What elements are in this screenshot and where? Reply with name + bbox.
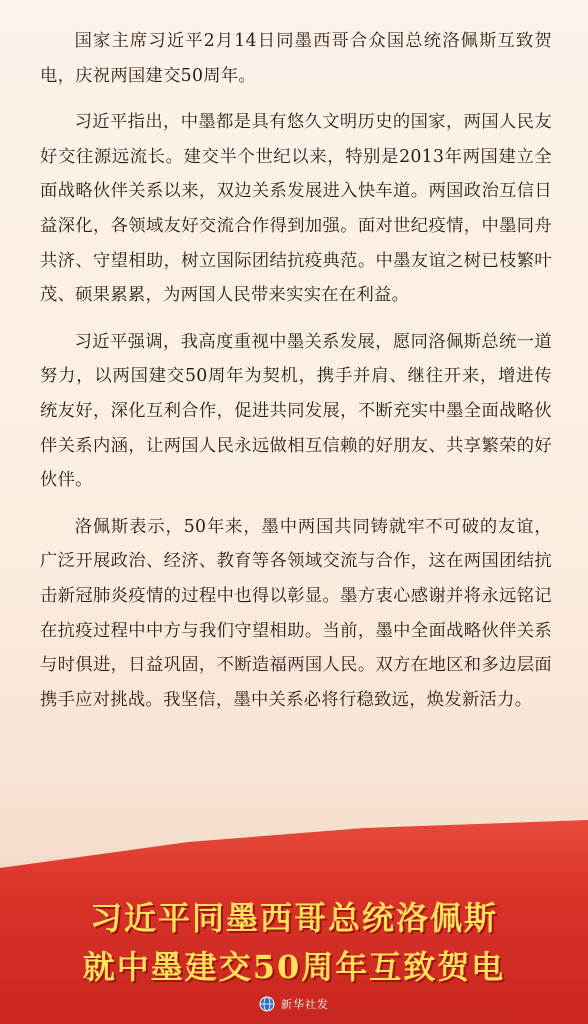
article-paragraph-4: 洛佩斯表示，50年来，墨中两国共同铸就牢不可破的友谊，广泛开展政治、经济、教育等各领域交流与合作，这在两国团结抗击新冠肺炎疫情的过程中也得以彰显。墨方衷心感谢并将永远铭记在抗疫过程中中方与我们守望相助。当前，墨中全面战略伙伴关系与时俱进，日益巩固，不断造福两国人民。双方在地区和多边层面携手应对挑战。我坚信，墨中关系必将行稳致远，焕发新活力。 xyxy=(40,516,552,710)
headline-line-1: 习近平同墨西哥总统洛佩斯 xyxy=(89,899,498,937)
headline-line-2: 就中墨建交50周年互致贺电 xyxy=(82,948,506,986)
article-paragraph-2: 习近平指出，中墨都是具有悠久文明历史的国家，两国人民友好交往源远流长。建交半个世纪以来，特别是2013年两国建立全面战略伙伴关系以来，双边关系发展进入快车道。两国政治互信日益深化，各领域友好交流合作得到加强。面对世纪疫情，中墨同舟共济、守望相助，树立国际团结抗疫典范。中墨友谊之树已枝繁叶茂、硕果累累，为两国人民带来实实在在利益。 xyxy=(40,112,552,306)
article-body xyxy=(40,24,552,729)
globe-icon xyxy=(259,996,275,1012)
agency-name: 新华社发 xyxy=(281,998,329,1011)
article-paragraph-1: 国家主席习近平2月14日同墨西哥合众国总统洛佩斯互致贺电，庆祝两国建交50周年。 xyxy=(40,31,552,86)
agency-credit xyxy=(0,996,588,1012)
article-paragraph-3: 习近平强调，我高度重视中墨关系发展，愿同洛佩斯总统一道努力，以两国建交50周年为契机，携手并肩、继往开来，增进传统友好，深化互利合作，促进共同发展，不断充实中墨全面战略伙伴关系内涵，让两国人民永远做相互信赖的好朋友、共享繁荣的好伙伴。 xyxy=(40,331,552,491)
